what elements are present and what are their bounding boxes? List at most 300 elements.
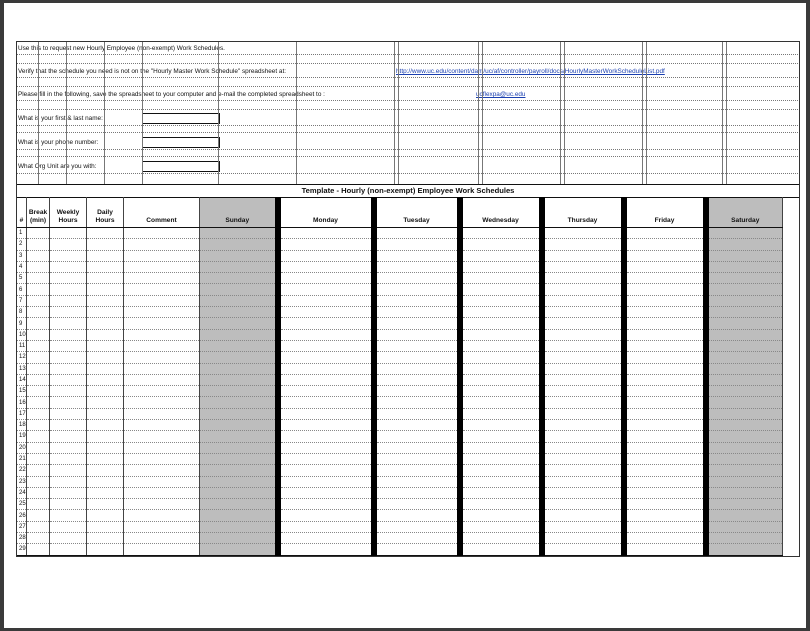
cell-weekly[interactable] <box>50 442 87 453</box>
cell-daily[interactable] <box>87 408 124 419</box>
cell-saturday[interactable] <box>706 386 783 397</box>
cell-daily[interactable] <box>87 250 124 261</box>
cell-wednesday[interactable] <box>460 544 542 555</box>
cell-weekly[interactable] <box>50 261 87 272</box>
cell-thursday[interactable] <box>542 363 624 374</box>
cell-break[interactable] <box>27 442 50 453</box>
cell-tuesday[interactable] <box>374 510 460 521</box>
cell-break[interactable] <box>27 544 50 555</box>
cell-comment[interactable] <box>124 476 200 487</box>
cell-comment[interactable] <box>124 228 200 239</box>
cell-monday[interactable] <box>278 465 374 476</box>
cell-comment[interactable] <box>124 239 200 250</box>
cell-friday[interactable] <box>624 487 706 498</box>
cell-monday[interactable] <box>278 544 374 555</box>
cell-weekly[interactable] <box>50 453 87 464</box>
cell-thursday[interactable] <box>542 318 624 329</box>
cell-tuesday[interactable] <box>374 533 460 544</box>
cell-friday[interactable] <box>624 408 706 419</box>
cell-monday[interactable] <box>278 307 374 318</box>
cell-thursday[interactable] <box>542 386 624 397</box>
cell-weekly[interactable] <box>50 239 87 250</box>
cell-saturday[interactable] <box>706 295 783 306</box>
cell-comment[interactable] <box>124 250 200 261</box>
cell-wednesday[interactable] <box>460 386 542 397</box>
cell-monday[interactable] <box>278 431 374 442</box>
cell-wednesday[interactable] <box>460 250 542 261</box>
cell-monday[interactable] <box>278 352 374 363</box>
cell-friday[interactable] <box>624 261 706 272</box>
cell-daily[interactable] <box>87 239 124 250</box>
cell-comment[interactable] <box>124 295 200 306</box>
cell-saturday[interactable] <box>706 533 783 544</box>
cell-thursday[interactable] <box>542 329 624 340</box>
cell-daily[interactable] <box>87 465 124 476</box>
cell-sunday[interactable] <box>200 510 278 521</box>
cell-break[interactable] <box>27 284 50 295</box>
cell-weekly[interactable] <box>50 352 87 363</box>
cell-wednesday[interactable] <box>460 329 542 340</box>
cell-break[interactable] <box>27 521 50 532</box>
cell-friday[interactable] <box>624 442 706 453</box>
cell-break[interactable] <box>27 487 50 498</box>
cell-friday[interactable] <box>624 374 706 385</box>
cell-saturday[interactable] <box>706 363 783 374</box>
cell-weekly[interactable] <box>50 363 87 374</box>
cell-thursday[interactable] <box>542 273 624 284</box>
cell-weekly[interactable] <box>50 533 87 544</box>
cell-tuesday[interactable] <box>374 307 460 318</box>
org-unit-input[interactable] <box>142 161 220 172</box>
cell-monday[interactable] <box>278 533 374 544</box>
cell-comment[interactable] <box>124 465 200 476</box>
cell-wednesday[interactable] <box>460 340 542 351</box>
cell-wednesday[interactable] <box>460 374 542 385</box>
cell-wednesday[interactable] <box>460 533 542 544</box>
cell-saturday[interactable] <box>706 420 783 431</box>
cell-tuesday[interactable] <box>374 453 460 464</box>
cell-break[interactable] <box>27 408 50 419</box>
cell-saturday[interactable] <box>706 521 783 532</box>
cell-monday[interactable] <box>278 476 374 487</box>
cell-tuesday[interactable] <box>374 386 460 397</box>
cell-wednesday[interactable] <box>460 318 542 329</box>
cell-comment[interactable] <box>124 442 200 453</box>
cell-thursday[interactable] <box>542 284 624 295</box>
cell-tuesday[interactable] <box>374 521 460 532</box>
cell-monday[interactable] <box>278 521 374 532</box>
cell-monday[interactable] <box>278 453 374 464</box>
cell-tuesday[interactable] <box>374 487 460 498</box>
cell-sunday[interactable] <box>200 533 278 544</box>
cell-wednesday[interactable] <box>460 307 542 318</box>
cell-break[interactable] <box>27 307 50 318</box>
cell-break[interactable] <box>27 329 50 340</box>
cell-break[interactable] <box>27 239 50 250</box>
cell-thursday[interactable] <box>542 250 624 261</box>
cell-sunday[interactable] <box>200 476 278 487</box>
cell-wednesday[interactable] <box>460 521 542 532</box>
cell-break[interactable] <box>27 363 50 374</box>
cell-wednesday[interactable] <box>460 352 542 363</box>
cell-comment[interactable] <box>124 273 200 284</box>
cell-comment[interactable] <box>124 374 200 385</box>
cell-thursday[interactable] <box>542 465 624 476</box>
cell-friday[interactable] <box>624 273 706 284</box>
cell-daily[interactable] <box>87 442 124 453</box>
cell-daily[interactable] <box>87 487 124 498</box>
cell-thursday[interactable] <box>542 431 624 442</box>
cell-sunday[interactable] <box>200 453 278 464</box>
cell-weekly[interactable] <box>50 431 87 442</box>
cell-daily[interactable] <box>87 544 124 555</box>
cell-wednesday[interactable] <box>460 295 542 306</box>
cell-saturday[interactable] <box>706 239 783 250</box>
cell-thursday[interactable] <box>542 442 624 453</box>
cell-tuesday[interactable] <box>374 261 460 272</box>
cell-saturday[interactable] <box>706 273 783 284</box>
cell-friday[interactable] <box>624 465 706 476</box>
cell-wednesday[interactable] <box>460 453 542 464</box>
cell-friday[interactable] <box>624 295 706 306</box>
cell-saturday[interactable] <box>706 476 783 487</box>
cell-friday[interactable] <box>624 521 706 532</box>
cell-friday[interactable] <box>624 476 706 487</box>
cell-tuesday[interactable] <box>374 544 460 555</box>
cell-daily[interactable] <box>87 228 124 239</box>
cell-saturday[interactable] <box>706 397 783 408</box>
cell-daily[interactable] <box>87 307 124 318</box>
cell-daily[interactable] <box>87 261 124 272</box>
cell-tuesday[interactable] <box>374 352 460 363</box>
cell-saturday[interactable] <box>706 431 783 442</box>
cell-monday[interactable] <box>278 273 374 284</box>
cell-weekly[interactable] <box>50 295 87 306</box>
cell-thursday[interactable] <box>542 544 624 555</box>
cell-comment[interactable] <box>124 307 200 318</box>
cell-daily[interactable] <box>87 284 124 295</box>
cell-friday[interactable] <box>624 329 706 340</box>
cell-friday[interactable] <box>624 397 706 408</box>
cell-monday[interactable] <box>278 408 374 419</box>
cell-wednesday[interactable] <box>460 363 542 374</box>
cell-monday[interactable] <box>278 420 374 431</box>
cell-daily[interactable] <box>87 476 124 487</box>
cell-thursday[interactable] <box>542 340 624 351</box>
cell-wednesday[interactable] <box>460 284 542 295</box>
cell-weekly[interactable] <box>50 408 87 419</box>
cell-tuesday[interactable] <box>374 476 460 487</box>
cell-monday[interactable] <box>278 363 374 374</box>
cell-tuesday[interactable] <box>374 374 460 385</box>
cell-friday[interactable] <box>624 453 706 464</box>
cell-comment[interactable] <box>124 453 200 464</box>
cell-sunday[interactable] <box>200 521 278 532</box>
cell-sunday[interactable] <box>200 487 278 498</box>
cell-friday[interactable] <box>624 499 706 510</box>
cell-friday[interactable] <box>624 352 706 363</box>
cell-weekly[interactable] <box>50 273 87 284</box>
cell-comment[interactable] <box>124 533 200 544</box>
cell-monday[interactable] <box>278 228 374 239</box>
cell-weekly[interactable] <box>50 397 87 408</box>
cell-break[interactable] <box>27 533 50 544</box>
master-schedule-link[interactable]: http://www.uc.edu/content/dam/uc/af/controller/payroll/docs/HourlyMasterWorkScheduleList.pdf <box>396 68 665 75</box>
cell-wednesday[interactable] <box>460 510 542 521</box>
cell-daily[interactable] <box>87 431 124 442</box>
cell-weekly[interactable] <box>50 329 87 340</box>
cell-thursday[interactable] <box>542 228 624 239</box>
cell-daily[interactable] <box>87 453 124 464</box>
cell-saturday[interactable] <box>706 442 783 453</box>
cell-friday[interactable] <box>624 420 706 431</box>
cell-break[interactable] <box>27 340 50 351</box>
cell-thursday[interactable] <box>542 239 624 250</box>
cell-saturday[interactable] <box>706 374 783 385</box>
cell-monday[interactable] <box>278 499 374 510</box>
cell-wednesday[interactable] <box>460 239 542 250</box>
cell-wednesday[interactable] <box>460 228 542 239</box>
cell-thursday[interactable] <box>542 487 624 498</box>
cell-thursday[interactable] <box>542 295 624 306</box>
cell-thursday[interactable] <box>542 307 624 318</box>
cell-comment[interactable] <box>124 397 200 408</box>
cell-sunday[interactable] <box>200 307 278 318</box>
cell-saturday[interactable] <box>706 318 783 329</box>
cell-comment[interactable] <box>124 431 200 442</box>
cell-friday[interactable] <box>624 228 706 239</box>
cell-weekly[interactable] <box>50 521 87 532</box>
cell-thursday[interactable] <box>542 420 624 431</box>
cell-saturday[interactable] <box>706 250 783 261</box>
cell-weekly[interactable] <box>50 250 87 261</box>
cell-saturday[interactable] <box>706 453 783 464</box>
cell-weekly[interactable] <box>50 465 87 476</box>
cell-comment[interactable] <box>124 521 200 532</box>
cell-daily[interactable] <box>87 397 124 408</box>
phone-input[interactable] <box>142 137 220 148</box>
cell-sunday[interactable] <box>200 239 278 250</box>
cell-thursday[interactable] <box>542 453 624 464</box>
cell-wednesday[interactable] <box>460 273 542 284</box>
cell-comment[interactable] <box>124 487 200 498</box>
email-link[interactable]: ucflexpa@uc.edu <box>476 91 526 98</box>
cell-tuesday[interactable] <box>374 431 460 442</box>
cell-wednesday[interactable] <box>460 261 542 272</box>
cell-weekly[interactable] <box>50 318 87 329</box>
cell-break[interactable] <box>27 374 50 385</box>
cell-comment[interactable] <box>124 363 200 374</box>
cell-sunday[interactable] <box>200 374 278 385</box>
cell-comment[interactable] <box>124 510 200 521</box>
cell-break[interactable] <box>27 499 50 510</box>
cell-weekly[interactable] <box>50 420 87 431</box>
cell-monday[interactable] <box>278 261 374 272</box>
cell-wednesday[interactable] <box>460 431 542 442</box>
cell-sunday[interactable] <box>200 544 278 555</box>
cell-daily[interactable] <box>87 352 124 363</box>
cell-sunday[interactable] <box>200 329 278 340</box>
cell-sunday[interactable] <box>200 273 278 284</box>
cell-weekly[interactable] <box>50 499 87 510</box>
cell-daily[interactable] <box>87 521 124 532</box>
cell-tuesday[interactable] <box>374 363 460 374</box>
cell-monday[interactable] <box>278 340 374 351</box>
cell-break[interactable] <box>27 250 50 261</box>
cell-monday[interactable] <box>278 374 374 385</box>
cell-tuesday[interactable] <box>374 273 460 284</box>
cell-saturday[interactable] <box>706 465 783 476</box>
cell-wednesday[interactable] <box>460 465 542 476</box>
cell-weekly[interactable] <box>50 386 87 397</box>
cell-daily[interactable] <box>87 499 124 510</box>
cell-saturday[interactable] <box>706 261 783 272</box>
cell-break[interactable] <box>27 261 50 272</box>
cell-sunday[interactable] <box>200 228 278 239</box>
cell-wednesday[interactable] <box>460 487 542 498</box>
cell-friday[interactable] <box>624 544 706 555</box>
cell-saturday[interactable] <box>706 329 783 340</box>
cell-daily[interactable] <box>87 295 124 306</box>
cell-saturday[interactable] <box>706 307 783 318</box>
cell-daily[interactable] <box>87 386 124 397</box>
cell-monday[interactable] <box>278 487 374 498</box>
cell-friday[interactable] <box>624 363 706 374</box>
cell-sunday[interactable] <box>200 318 278 329</box>
cell-sunday[interactable] <box>200 431 278 442</box>
cell-wednesday[interactable] <box>460 442 542 453</box>
cell-break[interactable] <box>27 510 50 521</box>
cell-daily[interactable] <box>87 273 124 284</box>
cell-thursday[interactable] <box>542 521 624 532</box>
cell-daily[interactable] <box>87 420 124 431</box>
cell-sunday[interactable] <box>200 420 278 431</box>
cell-wednesday[interactable] <box>460 397 542 408</box>
cell-monday[interactable] <box>278 318 374 329</box>
cell-comment[interactable] <box>124 340 200 351</box>
cell-monday[interactable] <box>278 397 374 408</box>
cell-comment[interactable] <box>124 318 200 329</box>
cell-saturday[interactable] <box>706 284 783 295</box>
cell-weekly[interactable] <box>50 510 87 521</box>
cell-sunday[interactable] <box>200 363 278 374</box>
cell-comment[interactable] <box>124 261 200 272</box>
cell-comment[interactable] <box>124 329 200 340</box>
cell-break[interactable] <box>27 453 50 464</box>
cell-sunday[interactable] <box>200 386 278 397</box>
cell-break[interactable] <box>27 465 50 476</box>
cell-saturday[interactable] <box>706 352 783 363</box>
cell-sunday[interactable] <box>200 340 278 351</box>
cell-sunday[interactable] <box>200 352 278 363</box>
cell-monday[interactable] <box>278 295 374 306</box>
cell-comment[interactable] <box>124 352 200 363</box>
cell-tuesday[interactable] <box>374 250 460 261</box>
cell-comment[interactable] <box>124 544 200 555</box>
cell-tuesday[interactable] <box>374 284 460 295</box>
cell-monday[interactable] <box>278 510 374 521</box>
cell-sunday[interactable] <box>200 442 278 453</box>
cell-break[interactable] <box>27 397 50 408</box>
cell-weekly[interactable] <box>50 228 87 239</box>
cell-daily[interactable] <box>87 329 124 340</box>
cell-tuesday[interactable] <box>374 295 460 306</box>
cell-break[interactable] <box>27 431 50 442</box>
cell-saturday[interactable] <box>706 408 783 419</box>
cell-weekly[interactable] <box>50 476 87 487</box>
cell-friday[interactable] <box>624 239 706 250</box>
cell-thursday[interactable] <box>542 408 624 419</box>
cell-tuesday[interactable] <box>374 397 460 408</box>
cell-monday[interactable] <box>278 284 374 295</box>
cell-break[interactable] <box>27 386 50 397</box>
cell-tuesday[interactable] <box>374 340 460 351</box>
cell-friday[interactable] <box>624 533 706 544</box>
cell-thursday[interactable] <box>542 261 624 272</box>
cell-monday[interactable] <box>278 250 374 261</box>
cell-saturday[interactable] <box>706 228 783 239</box>
name-input[interactable] <box>142 113 220 124</box>
cell-weekly[interactable] <box>50 284 87 295</box>
cell-comment[interactable] <box>124 386 200 397</box>
cell-comment[interactable] <box>124 420 200 431</box>
cell-tuesday[interactable] <box>374 420 460 431</box>
cell-weekly[interactable] <box>50 307 87 318</box>
cell-daily[interactable] <box>87 363 124 374</box>
cell-thursday[interactable] <box>542 476 624 487</box>
cell-tuesday[interactable] <box>374 239 460 250</box>
cell-sunday[interactable] <box>200 465 278 476</box>
cell-saturday[interactable] <box>706 544 783 555</box>
cell-monday[interactable] <box>278 239 374 250</box>
cell-break[interactable] <box>27 420 50 431</box>
cell-thursday[interactable] <box>542 533 624 544</box>
cell-friday[interactable] <box>624 250 706 261</box>
cell-daily[interactable] <box>87 340 124 351</box>
cell-friday[interactable] <box>624 307 706 318</box>
cell-sunday[interactable] <box>200 284 278 295</box>
cell-break[interactable] <box>27 476 50 487</box>
cell-thursday[interactable] <box>542 499 624 510</box>
cell-daily[interactable] <box>87 533 124 544</box>
cell-tuesday[interactable] <box>374 499 460 510</box>
cell-thursday[interactable] <box>542 352 624 363</box>
cell-saturday[interactable] <box>706 510 783 521</box>
cell-break[interactable] <box>27 318 50 329</box>
cell-tuesday[interactable] <box>374 408 460 419</box>
cell-break[interactable] <box>27 273 50 284</box>
cell-comment[interactable] <box>124 284 200 295</box>
cell-tuesday[interactable] <box>374 228 460 239</box>
cell-saturday[interactable] <box>706 487 783 498</box>
cell-weekly[interactable] <box>50 544 87 555</box>
cell-weekly[interactable] <box>50 374 87 385</box>
cell-break[interactable] <box>27 295 50 306</box>
cell-comment[interactable] <box>124 408 200 419</box>
cell-sunday[interactable] <box>200 499 278 510</box>
cell-comment[interactable] <box>124 499 200 510</box>
cell-tuesday[interactable] <box>374 318 460 329</box>
cell-tuesday[interactable] <box>374 465 460 476</box>
cell-friday[interactable] <box>624 340 706 351</box>
cell-thursday[interactable] <box>542 510 624 521</box>
cell-wednesday[interactable] <box>460 420 542 431</box>
cell-friday[interactable] <box>624 431 706 442</box>
cell-monday[interactable] <box>278 329 374 340</box>
cell-thursday[interactable] <box>542 397 624 408</box>
cell-break[interactable] <box>27 228 50 239</box>
cell-sunday[interactable] <box>200 397 278 408</box>
